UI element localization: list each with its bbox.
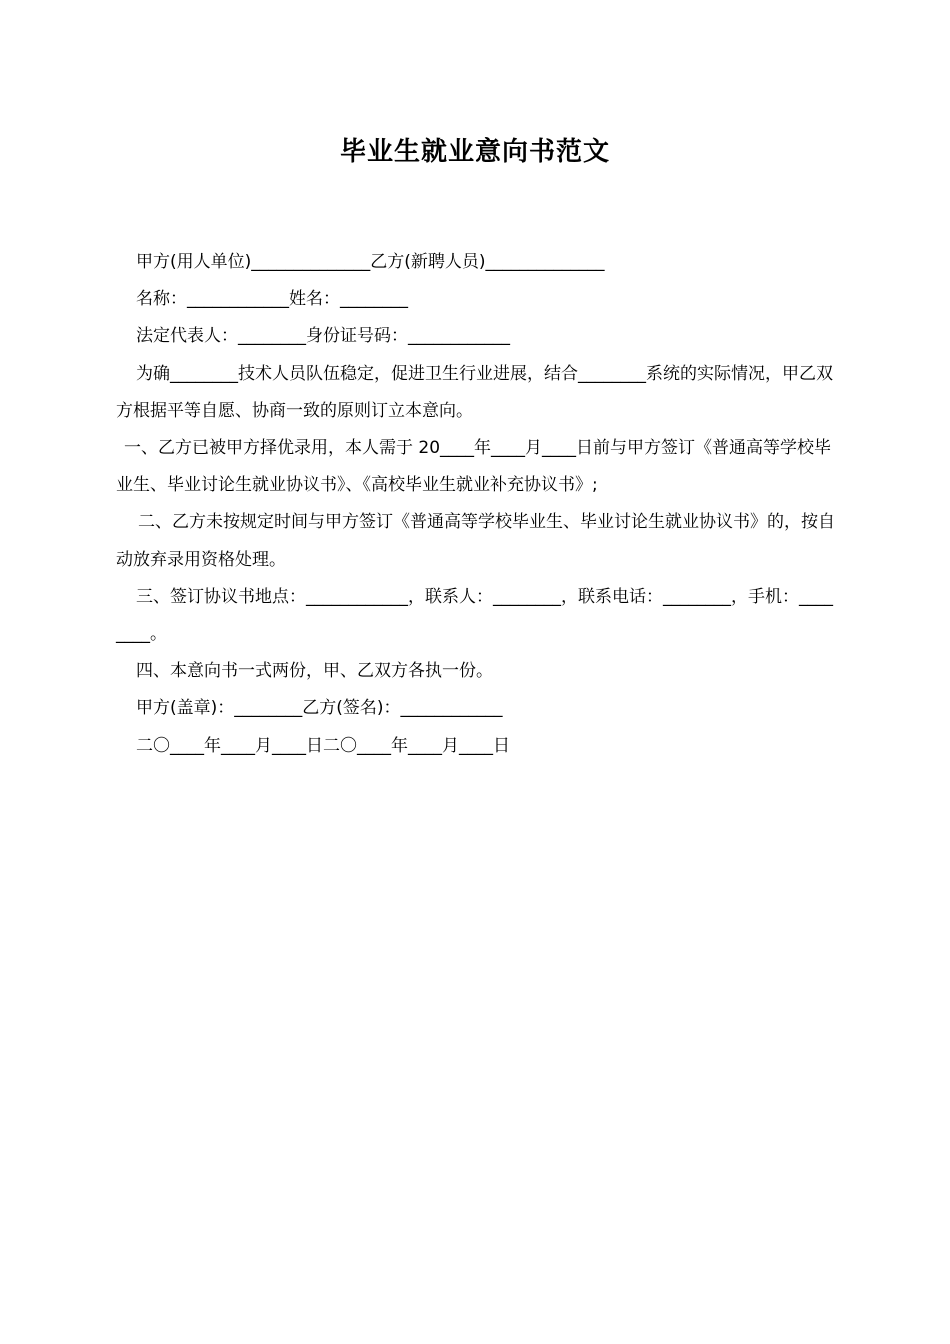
party-header-line: 甲方(用人单位)______________乙方(新聘人员)______________ [136,252,605,272]
document-body [116,244,836,765]
purpose-paragraph: 为确________技术人员队伍稳定，促进卫生行业进展，结合________系统的实际情况，甲乙双方根据平等自愿、协商一致的原则订立本意向。 [116,363,833,421]
clause-two: 二、乙方未按规定时间与甲方签订《普通高等学校毕业生、毕业讨论生就业协议书》的，按自动放弃录用资格处理。 [116,512,835,570]
clause-one: 一、乙方已被甲方择优录用，本人需于 20____年____月____日前与甲方签订《普通高等学校毕业生、毕业讨论生就业协议书》、《高校毕业生就业补充协议书》; [116,438,832,496]
date-line: 二〇____年____月____日二〇____年____月____日 [136,735,510,756]
document-title: 毕业生就业意向书范文 [339,137,610,167]
clause-three: 三、签订协议书地点：____________，联系人：________，联系电话：________，手机：________。 [116,586,833,645]
name-line: 名称：____________姓名：________ [136,289,408,310]
signature-line: 甲方(盖章)：________乙方(签名)：____________ [136,698,503,719]
legal-representative-line: 法定代表人：________身份证号码：____________ [136,326,510,347]
clause-four: 四、本意向书一式两份，甲、乙双方各执一份。 [136,661,493,682]
